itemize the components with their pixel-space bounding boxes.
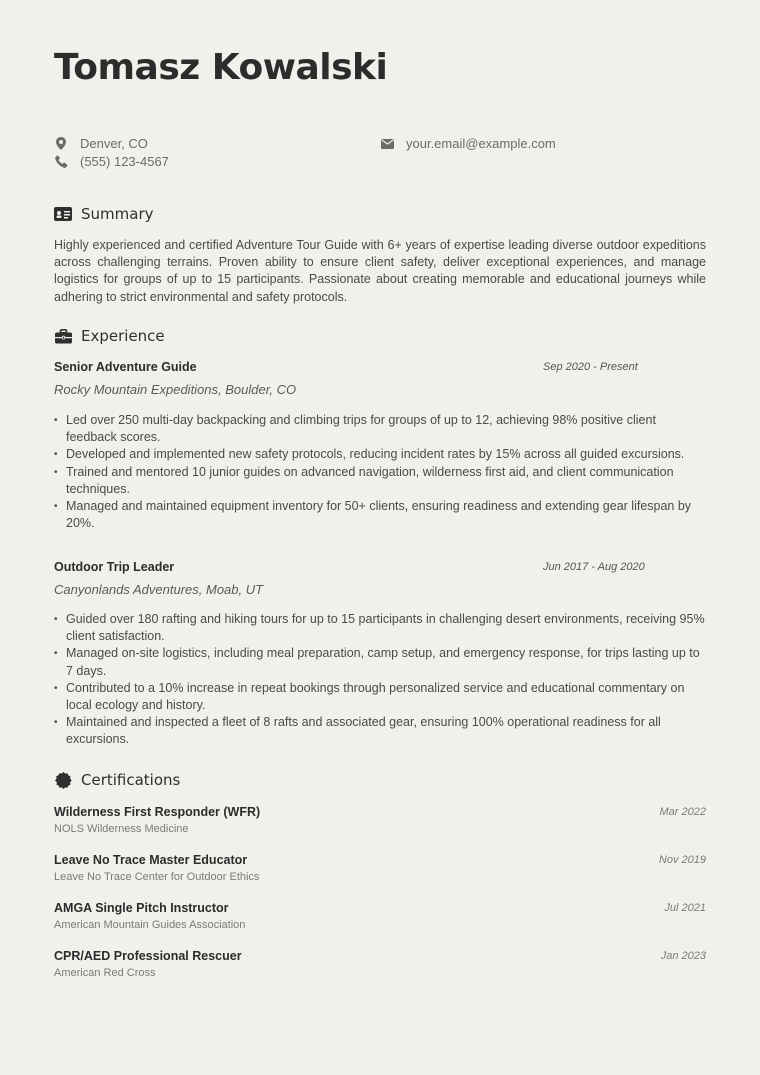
list-item: • Trained and mentored 10 junior guides on advanced navigation, wilderness first aid, and client communication techniques. <box>54 464 706 498</box>
job-date: Jun 2017 - Aug 2020 <box>543 561 645 573</box>
contact-email <box>380 136 556 151</box>
list-item: • Managed on-site logistics, including meal preparation, camp setup, and emergency response, for trips lasting up to 7 days. <box>54 645 706 679</box>
list-item: • Developed and implemented new safety protocols, reducing incident rates by 15% across all guided excursions. <box>54 446 706 463</box>
certification-item <box>54 805 706 841</box>
email-text[interactable]: your.email@example.com <box>406 136 556 151</box>
certification-date: Mar 2022 <box>659 806 706 818</box>
job-bullets <box>54 412 706 532</box>
summary-text: Highly experienced and certified Adventure Tour Guide with 6+ years of expertise leading diverse outdoor expeditions across challenging terrains. Proven ability to ensure client safety, deliver exceptional experiences, and manage logistics for groups of up to 15 participants. Passionate about creating memorable and educational journeys while adhering to strict environmental and safety protocols. <box>54 238 706 304</box>
certification-name: Wilderness First Responder (WFR) <box>54 805 261 819</box>
phone-text: (555) 123-4567 <box>80 154 169 169</box>
certification-name: AMGA Single Pitch Instructor <box>54 901 229 915</box>
certification-date: Nov 2019 <box>658 854 706 866</box>
certification-item <box>54 853 706 889</box>
experience-title: Experience <box>81 327 165 345</box>
badge-icon <box>54 771 72 789</box>
certification-name: CPR/AED Professional Rescuer <box>54 949 242 963</box>
job-company: Rocky Mountain Expeditions, Boulder, CO <box>54 382 297 397</box>
certification-org: NOLS Wilderness Medicine <box>54 823 189 835</box>
certifications-title: Certifications <box>81 771 181 789</box>
list-item: • Led over 250 multi-day backpacking and climbing trips for groups of up to 12, achieving 98% positive client feedback scores. <box>54 412 706 446</box>
certification-item <box>54 901 706 937</box>
certification-org: American Mountain Guides Association <box>54 919 246 931</box>
id-card-icon <box>54 205 72 223</box>
candidate-name: Tomasz Kowalski <box>54 47 388 88</box>
location-text: Denver, CO <box>80 136 148 151</box>
job-title: Senior Adventure Guide <box>54 360 197 374</box>
job-title: Outdoor Trip Leader <box>54 560 175 574</box>
phone-icon <box>54 155 68 169</box>
certification-name: Leave No Trace Master Educator <box>54 853 248 867</box>
certification-item <box>54 949 706 985</box>
job-bullets <box>54 611 706 749</box>
certification-org: American Red Cross <box>54 967 156 979</box>
list-item: • Managed and maintained equipment inventory for 50+ clients, ensuring readiness and extending gear lifespan by 20%. <box>54 498 706 532</box>
contact-phone <box>54 154 169 169</box>
list-item: • Contributed to a 10% increase in repeat bookings through personalized service and educational commentary on local ecology and history. <box>54 680 706 714</box>
map-pin-icon <box>54 137 68 151</box>
experience-heading <box>54 327 165 345</box>
job-date: Sep 2020 - Present <box>543 361 638 373</box>
certification-date: Jan 2023 <box>660 950 706 962</box>
list-item: • Maintained and inspected a fleet of 8 rafts and associated gear, ensuring 100% operational readiness for all excursions. <box>54 714 706 748</box>
contact-location <box>54 136 148 151</box>
summary-heading <box>54 205 154 223</box>
certification-date: Jul 2021 <box>664 902 706 914</box>
list-item: • Guided over 180 rafting and hiking tours for up to 15 participants in challenging desert environments, receiving 95% client satisfaction. <box>54 611 706 645</box>
certification-org: Leave No Trace Center for Outdoor Ethics <box>54 871 260 883</box>
certifications-heading <box>54 771 180 789</box>
summary-title: Summary <box>81 205 154 223</box>
job-company: Canyonlands Adventures, Moab, UT <box>54 582 264 597</box>
briefcase-icon <box>54 327 72 345</box>
envelope-icon <box>380 137 394 151</box>
